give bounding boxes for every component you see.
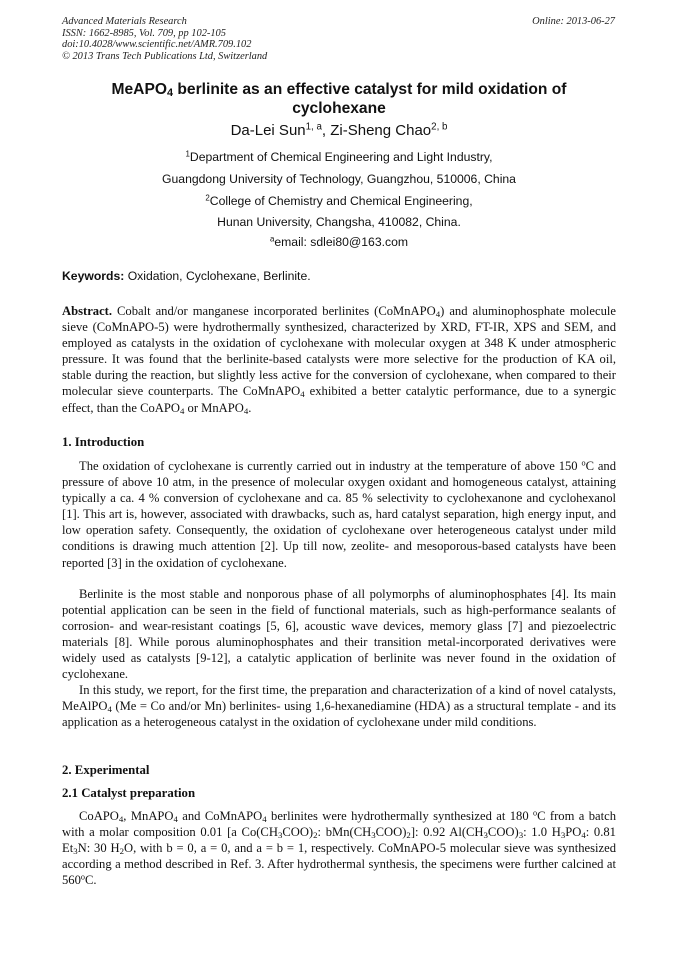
experimental-paragraph: CoAPO$_4$, MnAPO$_4$ and CoMnAPO$_4$ berlinites were hydrothermally synthesized at 180 $^o$C from a batch with a molar composition 0.01 [a $Co(CH_3COO)_2$: $bMn(CH_3COO)_2$]: 0.92 $Al(CH_3COO)_3$: 1.0 $H_3PO_4$: 0.81 $Et_3N$: 30 $H_2O$, with b = 0, a = 0, and a = b = 1, respectively. CoMnAPO-5 molecular sieve was synthesized according a method described in Ref. 3. After hydrothermal synthesis, the specimens were further calcined at 560$^o$C. xyxy=(62,808,616,888)
author-list: Da-Lei Sun$^{1, a}$, Zi-Sheng Chao$^{2, b}$ xyxy=(230,121,448,139)
author-1: Da-Lei Sun xyxy=(230,122,306,139)
issn-line: ISSN: 1662-8985, Vol. 709, pp 102-105 xyxy=(62,27,226,39)
affiliation-2-line2: Hunan University, Changsha, 410082, China. xyxy=(217,215,461,229)
copyright-line: © 2013 Trans Tech Publications Ltd, Switzerland xyxy=(62,50,268,62)
journal-name: Advanced Materials Research xyxy=(62,16,187,27)
section-1-heading: 1. Introduction xyxy=(62,435,145,449)
abstract: Abstract. Cobalt and/or manganese incorporated berlinites (CoMnAPO$_4$) and aluminophosphate molecule sieve (CoMnAPO-5) were hydrothermally synthesized, characterized by XRD, FT-IR, XPS and SEM, and employed as catalysts in the oxidation of cyclohexane with molecular oxygen at 348 K under atmospheric pressure. It was found that the berlinite-based catalysts were more selective for the production of KA oil, stable during the reaction, but slightly less active for the conversion of cyclohexane, when compared to their molecular sieve counterparts. The CoMnAPO$_4$ exhibited a better catalytic performance, due to a synergic effect, than the CoAPO$_4$ or MnAPO$_4$. xyxy=(62,304,617,416)
intro-paragraph-3: In this study, we report, for the first time, the preparation and characterization of a kind of novel catalysts, MeAlPO$_4$ (Me = Co and/or Mn) berlinites- using 1,6-hexanediamine (HDA) as a structural template - and its application as a heterogeneous catalyst in the oxidation of cyclohexane under mild conditions. xyxy=(62,683,616,730)
intro-paragraph-2: Berlinite is the most stable and nonporous phase of all polymorphs of aluminophosphates [4]. Its main potential application can be seen in the field of functional materials, such as high-performance sealants of corrosion- and wear-resistant coatings [5, 6], acoustic wave devices, memory glass [7] and piezoelectric materials [8]. While porous aluminophosphates and their transition metal-incorporated derivatives were widely used as catalysts [9-12], a catalytic application of berlinite was never found in the oxidation of cyclohexane. xyxy=(62,587,616,682)
affiliation-2-line1: $^2$College of Chemistry and Chemical Engineering, xyxy=(205,193,473,208)
intro-paragraph-1: The oxidation of cyclohexane is currently carried out in industry at the temperature of above 150 $^o$C and pressure of above 10 atm, in the presence of molecular oxygen oxidant and homogeneous catalyst, attaining typically a ca. 4 % conversion of cyclohexane and ca. 85 % selectivity to cyclohexanone and cyclohexanol [1]. This art is, however, associated with drawbacks, such as, hard catalyst separation, high energy input, and low operation safety. Consequently, the oxidation of cyclohexane over heterogeneous catalyst under mild conditions is drawing much attention [2]. Up till now, zeolite- and mesoporous-based catalysts have been reported [3] in the oxidation of cyclohexane. xyxy=(62,458,617,570)
affiliation-1-line1: $^1$Department of Chemical Engineering and Light Industry, xyxy=(185,149,493,164)
abstract-label: Abstract. xyxy=(62,304,113,318)
affiliation-1-line2: Guangdong University of Technology, Guangzhou, 510006, China xyxy=(162,172,516,186)
doi-line: doi:10.4028/www.scientific.net/AMR.709.102 xyxy=(62,39,252,51)
paper-title: MeAPO$_4$ berlinite as an effective catalyst for mild oxidation of cyclohexane xyxy=(111,81,567,117)
subsection-2-1-heading: 2.1 Catalyst preparation xyxy=(62,786,196,800)
online-date: Online: 2013-06-27 xyxy=(532,16,615,27)
author-2: Zi-Sheng Chao xyxy=(330,122,432,139)
journal-header xyxy=(62,16,267,62)
email-line: $^a$email: sdlei80@163.com xyxy=(269,234,409,249)
keywords-label: Keywords: xyxy=(62,269,125,283)
section-2-heading: 2. Experimental xyxy=(62,763,150,777)
keywords: Keywords: Oxidation, Cyclohexane, Berlinite. xyxy=(62,269,311,283)
